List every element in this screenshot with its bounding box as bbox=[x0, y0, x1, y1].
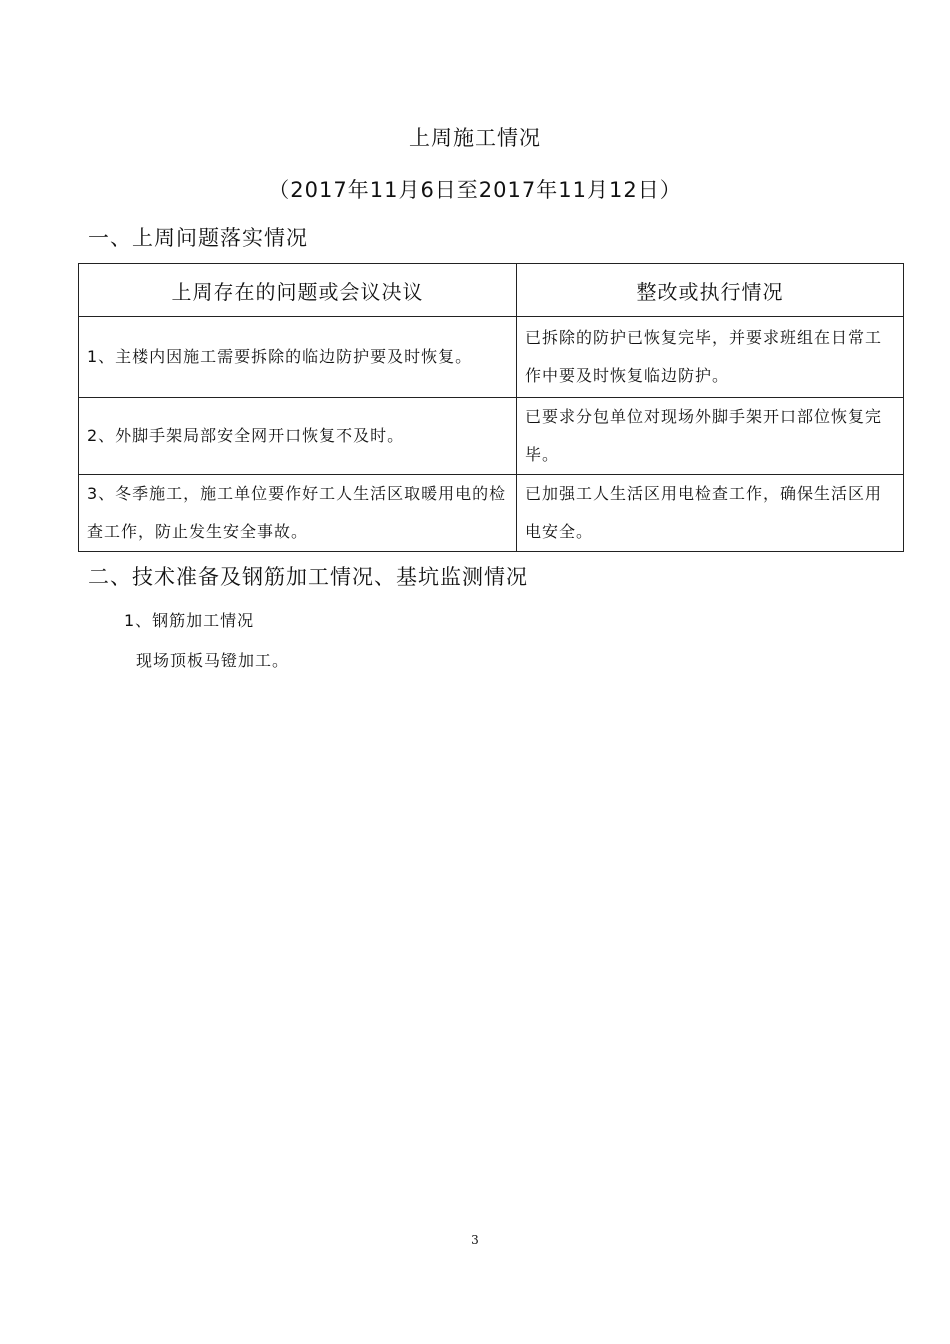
status-cell: 已要求分包单位对现场外脚手架开口部位恢复完毕。 bbox=[517, 398, 904, 475]
section-heading-2: 二、技术准备及钢筋加工情况、基坑监测情况 bbox=[88, 565, 528, 589]
table-row bbox=[79, 317, 904, 398]
status-cell: 已拆除的防护已恢复完毕，并要求班组在日常工作中要及时恢复临边防护。 bbox=[517, 317, 904, 398]
table-row bbox=[79, 475, 904, 552]
page-number: 3 bbox=[471, 1233, 479, 1247]
document-title: 上周施工情况 bbox=[409, 126, 541, 150]
issue-cell: 1、主楼内因施工需要拆除的临边防护要及时恢复。 bbox=[79, 317, 517, 398]
issue-cell: 2、外脚手架局部安全网开口恢复不及时。 bbox=[79, 398, 517, 475]
column-header-status: 整改或执行情况 bbox=[517, 264, 904, 317]
table-row bbox=[79, 398, 904, 475]
issues-table bbox=[78, 263, 904, 552]
date-range: （2017年11月6日至2017年11月12日） bbox=[268, 178, 682, 202]
subsection-heading: 1、钢筋加工情况 bbox=[124, 611, 255, 630]
status-cell: 已加强工人生活区用电检查工作，确保生活区用电安全。 bbox=[517, 475, 904, 552]
table-header-row bbox=[79, 264, 904, 317]
subsection-body: 现场顶板马镫加工。 bbox=[136, 651, 290, 670]
section-heading-1: 一、上周问题落实情况 bbox=[88, 226, 308, 250]
column-header-issue: 上周存在的问题或会议决议 bbox=[79, 264, 517, 317]
issue-cell: 3、冬季施工，施工单位要作好工人生活区取暖用电的检查工作，防止发生安全事故。 bbox=[79, 475, 517, 552]
